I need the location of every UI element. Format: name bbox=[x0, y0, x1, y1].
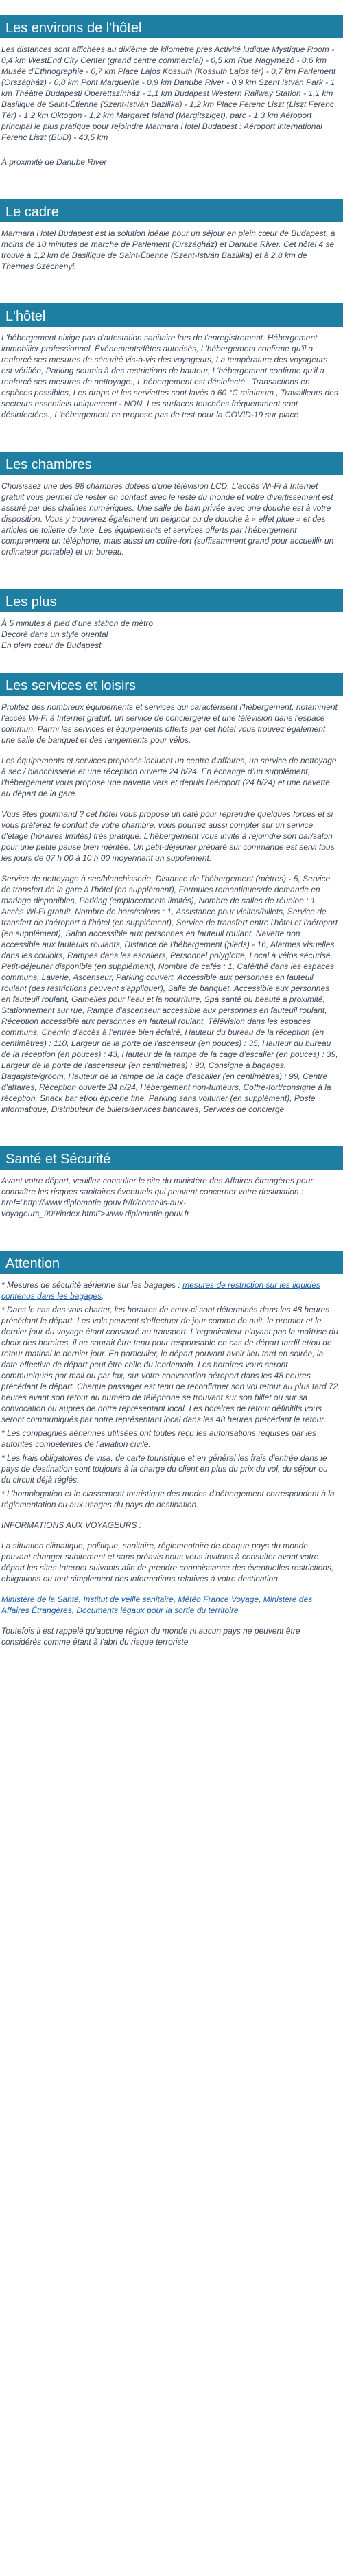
environs-text: Les distances sont affichées au dixième de kilomètre près Activité ludique Mystique Room - 0,4 km WestEnd City Center (grand centre commercial) - 0,5 km Rue Nagymező - 0,6 km Musée d'Ethnographie - 0,7 km Place Lajos Kossuth (Kossuth Lajos tér) - 0,7 km Parlement (Országház) - 0,8 km Pont Marguerite - 0,9 km Danube River - 0,9 km Szent István Park - 1 km Théâtre Budapesti Operettszínház - 1,1 km Budapest Western Railway Station - 1,1 km Basilique de Saint-Étienne (Szent-István Bazilika) - 1,2 km Place Ferenc Liszt (Liszt Ferenc Tér) - 1,2 km Oktogon - 1,2 km Margaret Island (Margitsziget), parc - 1,3 km Aéroport principal le plus pratique pour rejoindre Marmara Hotel Budapest : Aéroport international Ferenc Liszt (BUD) - 43,5 km bbox=[1, 45, 336, 142]
section-title-cadre: Le cadre bbox=[0, 199, 343, 222]
attention-line-4: * Les frais obligatoires de visa, de carte touristique et en général les frais d'entrée dans le pays de destination sont toujours à la charge du client en plus du prix du vol, du séjour ou du circuit déjà réglés. bbox=[1, 1453, 328, 1485]
section-title-environs: Les environs de l'hôtel bbox=[0, 15, 343, 38]
attention-line-5: * L'homologation et le classement touristique des modes d'hébergement correspondent à la réglementation ou aux usages du pays de destination. bbox=[1, 1489, 335, 1509]
attention-line-2: * Dans le cas des vols charter, les horaires de ceux-ci sont déterminés dans les 48 heures précédant le départ. Les vols peuvent s'effectuer de jour comme de nuit, le premier et le dernier jour du voyage étant consacré au transport. L'organisateur n'ayant pas la maîtrise du choix des horaires, il ne saurait être tenu pour responsable en cas de départ tardif et/ou de retour matinal le dernier jour. En particulier, le départ pouvant avoir lieu tard en soirée, la date effective de départ peut être celle du lendemain. Les horaires vous seront communiqués par mail ou par fax, sur votre convocation aéroport dans les 48 heures précédant le départ. Chaque passager est tenu de reconfirmer son vol retour au plus tard 72 heures avant son retour au numéro de téléphone se trouvant sur son billet ou sur sa convocation ou auprès de notre représentant local. Les horaires de retour définitifs vous seront communiqués par notre représentant local dans les 48 heures précédant le retour. bbox=[1, 1305, 338, 1424]
services-p4: Service de nettoyage à sec/blanchisserie, Distance de l'hébergement (mètres) - 5, Service de transfert de la gare à l'hôtel (en supplément), Formules romantiques/de demande en mariage disponibles, Parking (emplacements limités), Nombre de salles de réunion : 1, Accès Wi-Fi gratuit, Nombre de bars/salons : 1, Assistance pour visites/billets, Service de transfert de l'aéroport à l'hôtel (en supplément), Service de transfert entre l'hôtel et l'aéroport (en supplément), Salon accessible aux personnes en fauteuil roulant, Navette non accessible aux fauteuils roulants, Distance de l'hébergement (pieds) - 16, Alarmes visuelles dans les couloirs, Rampes dans les escaliers, Personnel polyglotte, Local à vélos sécurisé, Petit-déjeuner disponible (en supplément), Nombre de cafés : 1, Café/thé dans les espaces communs, Laverie, Ascenseur, Parking couvert, Accessible aux personnes en fauteuil roulant (des restrictions peuvent s'appliquer), Salle de banquet, Accessible aux personnes en fauteuil roulant, Gamelles pour l'eau et la nourriture, Spa santé ou beauté à proximité, Stationnement sur rue, Rampe d'ascenseur accessible aux personnes en fauteuil roulant, Réception accessible aux personnes en fauteuil roulant, Télévision dans les espaces communs, Chemin d'accès à l'entrée bien éclairé, Hauteur du bureau de la réception (en centimètres) : 110, Largeur de la porte de l'ascenseur (en pouces) : 35, Hauteur du bureau de la réception (en pouces) : 43, Hauteur de la rampe de la cage d'escalier (en pouces) : 39, Largeur de la porte de l'ascenseur (en centimètres) : 90, Consigne à bagages, Bagagiste/groom, Hauteur de la rampe de la cage d'escalier (en centimètres) : 99, Centre d'affaires, Réception ouverte 24 h/24, Hébergement non-fumeurs, Coffre-fort/consigne à la réception, Snack bar et/ou épicerie fine, Parking sans voiturier (en supplément), Poste informatique, Distributeur de billets/services bancaires, Services de concierge bbox=[1, 874, 338, 1114]
section-chambres bbox=[0, 452, 343, 574]
link-veille-sanitaire[interactable]: Institut de veille sanitaire bbox=[83, 1594, 174, 1604]
plus-item: Décoré dans un style oriental bbox=[1, 629, 108, 639]
info-links: Ministère de la Santé, Institut de veille sanitaire, Météo France Voyage, Ministère des Affaires Étrangères, Documents légaux pour la sortie du territoire bbox=[1, 1594, 313, 1615]
section-title-plus: Les plus bbox=[0, 589, 343, 612]
attention-line-3: * Les compagnies aériennes utilisées ont toutes reçu les autorisations requises par les autorités compétentes de l'aviation civile. bbox=[1, 1428, 316, 1449]
attention-line-1 bbox=[1, 1279, 339, 1301]
section-title-services: Les services et loisirs bbox=[0, 673, 343, 696]
environs-note: À proximité de Danube River bbox=[1, 157, 107, 167]
info-text: La situation climatique, politique, sanitaire, réglementaire de chaque pays du monde pouvant changer subitement et sans préavis nous vous invitons à consulter avant votre départ les sites Internet suivants afin de prendre connaissance des éventuelles restrictions, obligations ou tout simplement des informations relatives à votre destination. bbox=[1, 1541, 334, 1583]
hotel-text: L'hébergement nixige pas d'attestation sanitaire lors de l'enregistrement. Hébergement immobilier professionnel, Événements/fêtes autorisés, L'hébergement confirme qu'il a renforcé ses mesures de sécurité vis-à-vis des voyageurs, La température des voyageurs est vérifiée, Parking soumis à des restrictions de hauteur, L'hébergement confirme qu'il a renforcé ses mesures de nettoyage., L'hébergement est désinfecté., Transactions en espèces possibles, Les draps et les serviettes sont lavés à 60 °C minimum., Travailleurs des secteurs essentiels uniquement - NON, Les surfaces touchées fréquemment sont désinfectées., L'hébergement ne propose pas de test pour la COVID-19 sur place bbox=[1, 333, 338, 419]
section-cadre bbox=[0, 199, 343, 288]
link-meteo-france[interactable]: Météo France Voyage bbox=[178, 1594, 259, 1604]
chambres-text: Choisissez une des 98 chambres dotées d'une télévision LCD. L'accès Wi-Fi à Internet gratuit vous permet de rester en contact avec le reste du monde et votre divertissement est assuré par des chaînes numériques. Une salle de bain privée avec une douche est à votre disposition. Vous y trouverez également un peignoir ou de douche à « effet pluie » et des articles de toilette de luxe. Les équipements et services offerts par l'hébergement comprennent un téléphone, mais aussi un coffre-fort (suffisamment grand pour accueillir un ordinateur portable) et un bureau. bbox=[1, 481, 334, 557]
section-title-attention: Attention bbox=[0, 1251, 343, 1274]
attention-line-1-suffix: . bbox=[102, 1291, 104, 1301]
services-p2: Les équipements et services proposés incluent un centre d'affaires, un service de nettoyage à sec / blanchisserie et une réception ouverte 24 h/24. En échange d'un supplément, l'hébergement vous propose une navette vers et depuis l'aéroport (24 h/24) et une navette au départ de la gare. bbox=[1, 756, 337, 798]
link-documents-legaux[interactable]: Documents légaux pour la sortie du territoire bbox=[76, 1605, 239, 1615]
section-services bbox=[0, 673, 343, 1131]
services-p3: Vous êtes gourmand ? cet hôtel vous propose un café pour reprendre quelques forces et si vous préférez le confort de votre chambre, vous pourrez aussi compter sur un service d'étage (horaires limités) très pratique. L'hébergement vous invite à rejoindre son bar/salon pour une petite pause bien méritée. Un petit-déjeuner préparé sur commande est servi tous les jours de 07 h 00 à 10 h 00 moyennant un supplément. bbox=[1, 809, 335, 863]
info-title: INFORMATIONS AUX VOYAGEURS : bbox=[1, 1520, 142, 1530]
liquids-restriction-link[interactable]: mesures de restriction sur les liquides contenus dans les bagages bbox=[1, 1280, 320, 1301]
services-p1: Profitez des nombreux équipements et services qui caractérisent l'hébergement, notamment l'accès Wi-Fi à Internet gratuit, un service de conciergerie et une télévision dans l'espace commun. Parmi les services et équipements offerts par cet hôtel vous trouvez également une salle de banquet et des rangements pour vélos. bbox=[1, 702, 338, 745]
attention-line-1-prefix: * Mesures de sécurité aérienne sur les bagages : bbox=[1, 1280, 183, 1290]
section-attention bbox=[0, 1251, 343, 1664]
section-plus bbox=[0, 589, 343, 658]
plus-list bbox=[0, 618, 343, 651]
section-title-hotel: L'hôtel bbox=[0, 303, 343, 327]
section-sante bbox=[0, 1146, 343, 1235]
sante-text: Avant votre départ, veuillez consulter le site du ministère des Affaires étrangères pour connaître les risques sanitaires éventuels qui peuvent concerner votre destination : href="http://www.diplomatie.gouv.fr/fr/conseils-aux-voyageurs_909/index.html">www.diplomatie.gouv.fr bbox=[1, 1176, 314, 1218]
final-text: Toutefois il est rappelé qu'aucune région du monde ni aucun pays ne peuvent être considérés comme étant à l'abri du risque terroriste. bbox=[1, 1626, 300, 1647]
section-title-sante: Santé et Sécurité bbox=[0, 1146, 343, 1170]
link-ministere-sante[interactable]: Ministère de la Santé bbox=[1, 1594, 79, 1604]
section-title-chambres: Les chambres bbox=[0, 452, 343, 475]
plus-item: En plein cœur de Budapest bbox=[1, 640, 102, 650]
cadre-text: Marmara Hotel Budapest est la solution idéale pour un séjour en plein cœur de Budapest, à moins de 10 minutes de marche de Parlement (Országház) et Danube River. Cet hôtel 4 se trouve à 1,2 km de Basilique de Saint-Étienne (Szent-István Bazilika) et à 2,8 km de Thermes Széchenyi. bbox=[1, 229, 335, 271]
plus-item: À 5 minutes à pied d'une station de métro bbox=[1, 618, 154, 628]
link-affaires-etrangeres[interactable]: Ministère des Affaires Étrangères bbox=[1, 1594, 313, 1615]
section-hotel bbox=[0, 303, 343, 437]
section-environs bbox=[0, 15, 343, 184]
